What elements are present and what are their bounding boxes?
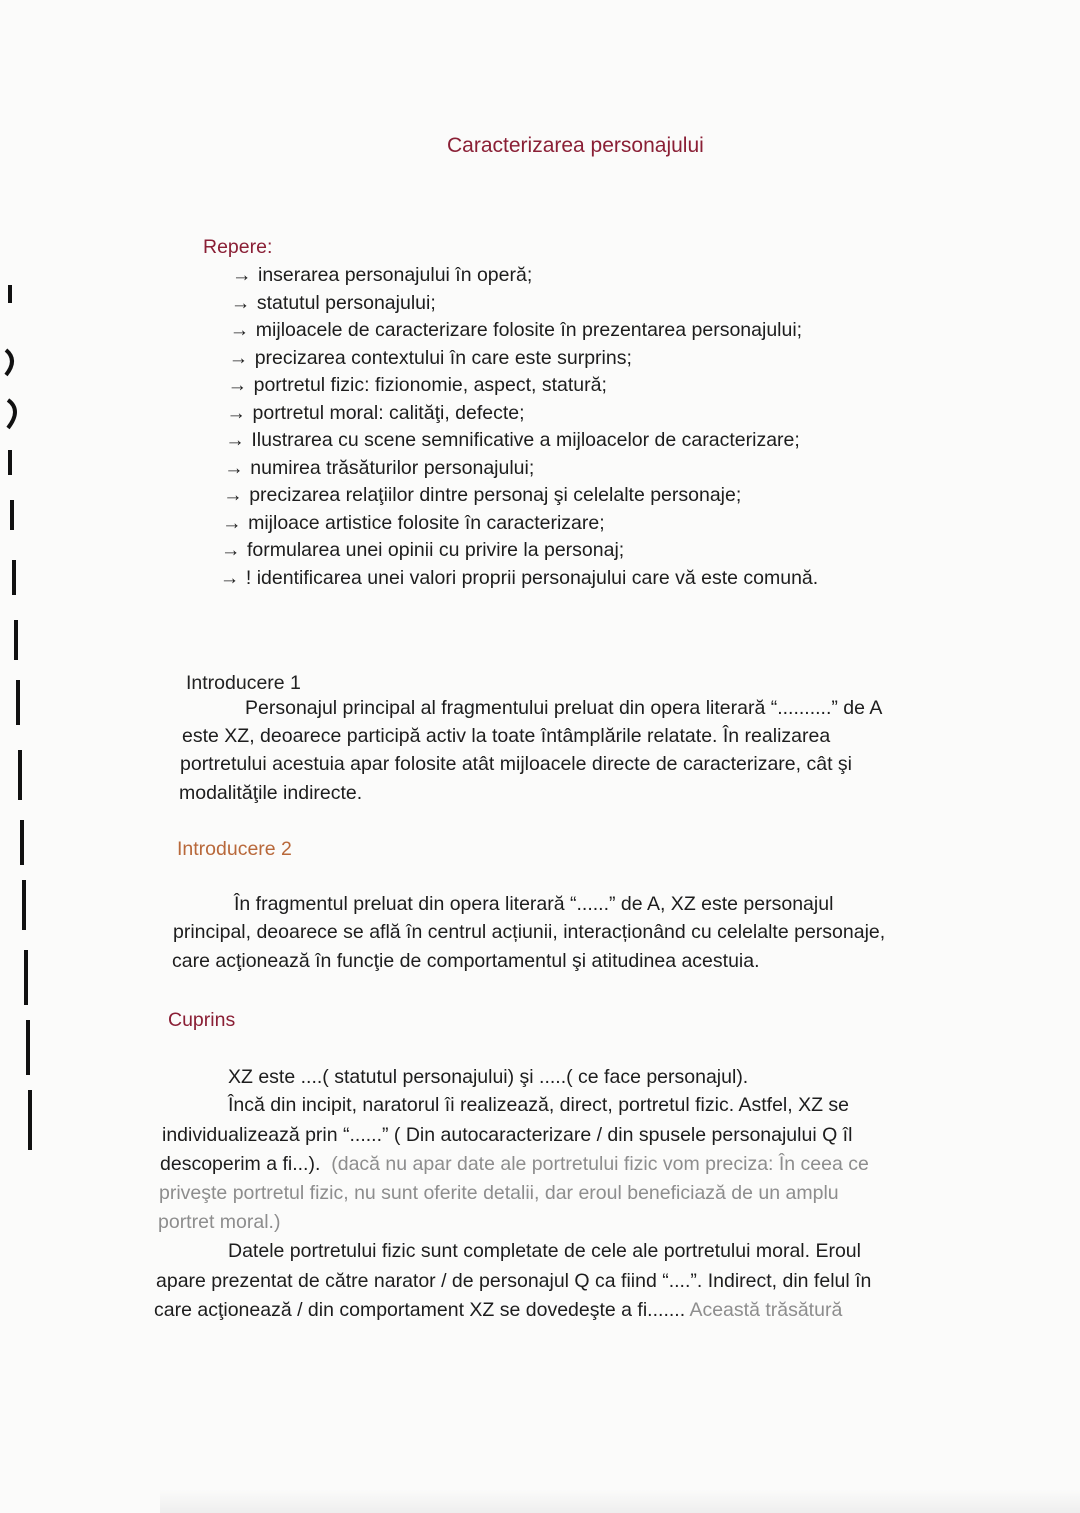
- repere-heading: Repere:: [203, 236, 273, 258]
- cuprins-note-line: portret moral.): [158, 1211, 281, 1233]
- arrow-icon: →: [228, 346, 249, 369]
- binder-edge-marks: [0, 0, 40, 1513]
- intro2-heading: Introducere 2: [177, 838, 292, 860]
- repere-item: [232, 264, 532, 287]
- cuprins-note-line: priveşte portretul fizic, nu sunt oferite detalii, dar eroul beneficiază de un amplu: [159, 1182, 839, 1204]
- cuprins-line: [160, 1153, 869, 1176]
- repere-item-text: statutul personajului;: [256, 291, 436, 314]
- intro2-line: principal, deoarece se află în centrul acțiunii, interacționând cu celelalte personaje,: [173, 921, 886, 943]
- cuprins-line: XZ este ....( statutul personajului) şi .....( ce face personajul).: [228, 1066, 749, 1088]
- page-bottom-edge: [160, 1490, 1080, 1513]
- arrow-icon: →: [226, 401, 246, 424]
- cuprins-line: [154, 1299, 842, 1322]
- cuprins-text: descoperim a fi...).: [160, 1153, 321, 1175]
- repere-item: [231, 292, 436, 315]
- repere-item: [220, 567, 818, 590]
- intro2-line: În fragmentul preluat din opera literară “......” de A, XZ este personajul: [234, 893, 834, 915]
- intro1-line: portretului acestuia apar folosite atât mijloacele directe de caracterizare, cât şi: [180, 753, 852, 775]
- cuprins-line: Încă din incipit, naratorul îi realizează, direct, portretul fizic. Astfel, XZ se: [228, 1094, 850, 1116]
- repere-item-text: portretul fizic: fizionomie, aspect, statură;: [253, 374, 607, 396]
- repere-item-text: formularea unei opinii cu privire la personaj;: [247, 539, 625, 561]
- document-title: Caracterizarea personajului: [447, 134, 704, 157]
- arrow-icon: →: [227, 374, 248, 396]
- repere-item: [227, 402, 525, 425]
- repere-item-text: inserarea personajului în operă;: [258, 264, 533, 286]
- arrow-icon: →: [222, 511, 242, 534]
- repere-item-text: portretul moral: calităţi, defecte;: [252, 401, 525, 424]
- arrow-icon: →: [223, 484, 243, 506]
- cuprins-line: Datele portretului fizic sunt completate de cele ale portretului moral. Eroul: [228, 1240, 861, 1262]
- arrow-icon: →: [232, 264, 252, 286]
- repere-item: [223, 484, 741, 507]
- cuprins-line: apare prezentat de către narator / de personajul Q ca fiind “....”. Indirect, din felul în: [156, 1270, 872, 1292]
- cuprins-heading: Cuprins: [168, 1009, 236, 1031]
- arrow-icon: →: [229, 319, 250, 341]
- arrow-icon: →: [224, 456, 244, 479]
- cuprins-note: (dacă nu apar date ale portretului fizic vom preciza: În ceea ce: [331, 1153, 869, 1175]
- arrow-icon: →: [225, 429, 245, 451]
- cuprins-note: Această trăsătură: [689, 1299, 843, 1321]
- repere-item: [222, 512, 605, 535]
- intro1-heading: Introducere 1: [186, 672, 301, 694]
- cuprins-text: care acţionează / din comportament XZ se dovedeşte a fi.......: [154, 1299, 686, 1321]
- repere-item: [225, 429, 799, 452]
- repere-item: [228, 374, 607, 397]
- repere-item: [229, 347, 632, 370]
- arrow-icon: →: [219, 566, 240, 589]
- cuprins-line: individualizează prin “......” ( Din autocaracterizare / din spusele personajului Q îl: [162, 1124, 853, 1146]
- repere-item-text: precizarea relaţiilor dintre personaj şi celelalte personaje;: [249, 484, 742, 506]
- repere-item: [224, 457, 534, 480]
- arrow-icon: →: [230, 291, 251, 314]
- repere-item-text: ! identificarea unei valori proprii personajului care vă este comună.: [245, 566, 819, 589]
- intro1-line: modalităţile indirecte.: [179, 782, 363, 804]
- repere-item-text: mijloace artistice folosite în caracterizare;: [248, 511, 605, 534]
- intro1-line: este XZ, deoarece participă activ la toate întâmplările relatate. În realizarea: [182, 725, 831, 747]
- repere-item-text: Ilustrarea cu scene semnificative a mijloacelor de caracterizare;: [251, 429, 800, 451]
- intro2-line: care acţionează în funcţie de comportamentul şi atitudinea acestuia.: [172, 950, 760, 972]
- repere-item-text: mijloacele de caracterizare folosite în prezentarea personajului;: [255, 319, 803, 341]
- repere-item: [221, 539, 624, 562]
- repere-item-text: numirea trăsăturilor personajului;: [250, 456, 535, 479]
- intro1-line: Personajul principal al fragmentului preluat din opera literară “..........” de A: [245, 697, 883, 719]
- repere-item-text: precizarea contextului în care este surprins;: [254, 346, 632, 369]
- arrow-icon: →: [221, 539, 241, 561]
- repere-item: [230, 319, 802, 342]
